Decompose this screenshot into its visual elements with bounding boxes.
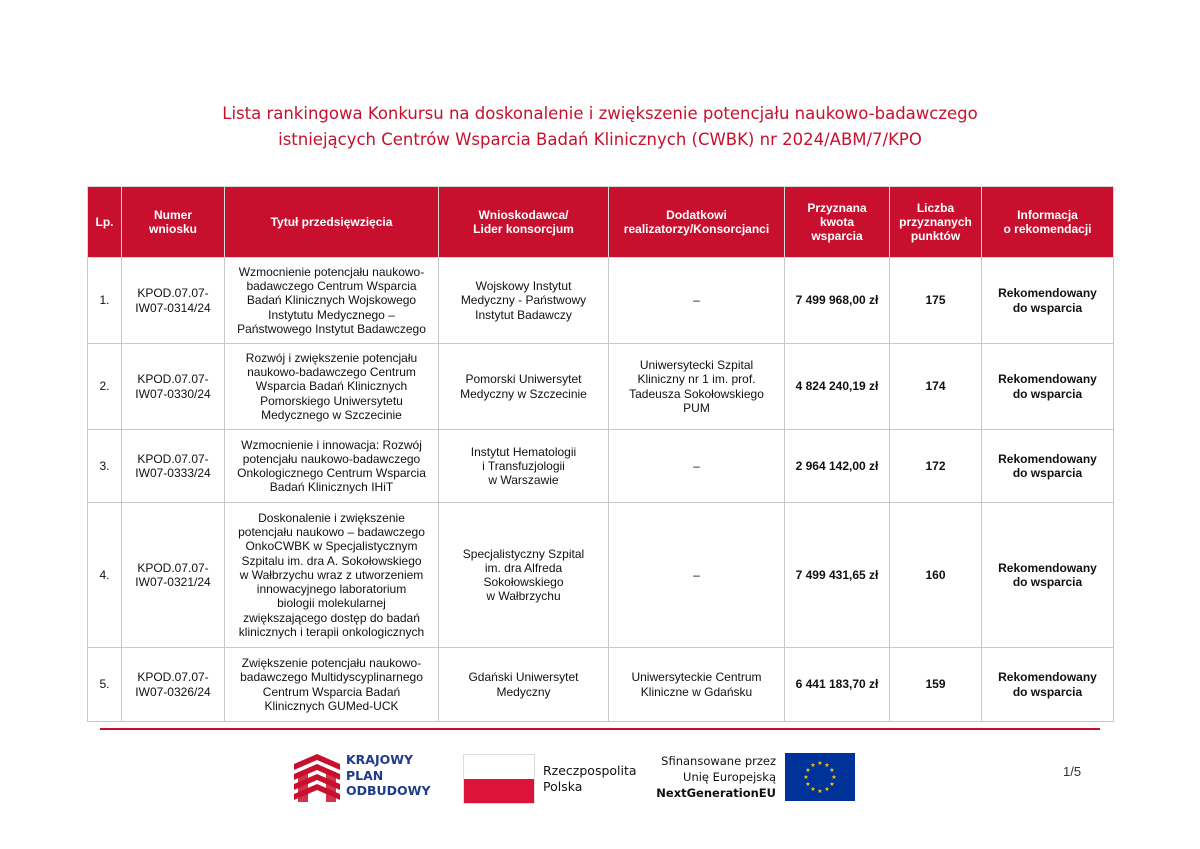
svg-text:★: ★ — [810, 786, 816, 793]
table-header-row — [88, 187, 1114, 258]
eu-line-2: Unię Europejską — [683, 770, 776, 784]
document-title — [0, 101, 1200, 153]
cell-tytul: Rozwój i zwiększenie potencjału naukowo-badawczego Centrum Wsparcia Badań Klinicznych Pomorskiego Uniwersytetu Medycznego w Szczecinie — [225, 344, 439, 430]
cell-informacja: Rekomendowany do wsparcia — [982, 503, 1114, 648]
svg-text:★: ★ — [831, 774, 837, 781]
cell-lp: 5. — [88, 648, 122, 722]
cell-dodatkowi: – — [609, 258, 785, 344]
svg-text:★: ★ — [829, 781, 835, 788]
svg-text:★: ★ — [829, 767, 835, 774]
eu-line-1: Sfinansowane przez — [661, 754, 776, 768]
cell-lp: 3. — [88, 430, 122, 503]
cell-wnioskodawca: Wojskowy Instytut Medyczny - Państwowy Instytut Badawczy — [439, 258, 609, 344]
cell-punkty: 159 — [890, 648, 982, 722]
table-row — [88, 503, 1114, 648]
header-wnioskodawca: Wnioskodawca/ Lider konsorcjum — [439, 187, 609, 258]
cell-tytul: Doskonalenie i zwiększenie potencjału naukowo – badawczego OnkoCWBK w Specjalistycznym Szpitalu im. dra A. Sokołowskiego w Wałbrzychu wraz z utworzeniem innowacyjnego laboratorium biologii molekularnej zwiększającego dostęp do badań klinicznych i terapii onkologicznych — [225, 503, 439, 648]
cell-punkty: 172 — [890, 430, 982, 503]
cell-wnioskodawca: Gdański Uniwersytet Medyczny — [439, 648, 609, 722]
rp-logo-text — [543, 763, 637, 795]
ranking-table — [87, 186, 1114, 722]
svg-text:★: ★ — [824, 786, 830, 793]
svg-text:★: ★ — [803, 774, 809, 781]
cell-punkty: 160 — [890, 503, 982, 648]
cell-numer: KPOD.07.07- IW07-0314/24 — [122, 258, 225, 344]
kpo-logo-text — [346, 752, 431, 799]
cell-kwota: 6 441 183,70 zł — [785, 648, 890, 722]
cell-tytul: Zwiększenie potencjału naukowo- badawczego Multidyscyplinarnego Centrum Wsparcia Badań Klinicznych GUMed-UCK — [225, 648, 439, 722]
cell-numer: KPOD.07.07- IW07-0326/24 — [122, 648, 225, 722]
cell-kwota: 4 824 240,19 zł — [785, 344, 890, 430]
cell-lp: 4. — [88, 503, 122, 648]
kpo-line-3: ODBUDOWY — [346, 783, 431, 798]
eu-flag-icon — [785, 753, 855, 801]
kpo-emblem-icon — [294, 752, 340, 804]
cell-dodatkowi: – — [609, 430, 785, 503]
cell-numer: KPOD.07.07- IW07-0321/24 — [122, 503, 225, 648]
cell-kwota: 2 964 142,00 zł — [785, 430, 890, 503]
svg-text:★: ★ — [805, 767, 811, 774]
cell-numer: KPOD.07.07- IW07-0330/24 — [122, 344, 225, 430]
header-tytul: Tytuł przedsięwzięcia — [225, 187, 439, 258]
eu-line-3: NextGenerationEU — [656, 786, 776, 800]
kpo-logo — [294, 752, 444, 804]
cell-lp: 2. — [88, 344, 122, 430]
cell-tytul: Wzmocnienie i innowacja: Rozwój potencjału naukowo-badawczego Onkologicznego Centrum Wsparcia Badań Klinicznych IHiT — [225, 430, 439, 503]
cell-punkty: 175 — [890, 258, 982, 344]
cell-kwota: 7 499 968,00 zł — [785, 258, 890, 344]
table-row — [88, 430, 1114, 503]
cell-tytul: Wzmocnienie potencjału naukowo- badawczego Centrum Wsparcia Badań Klinicznych Wojskowego Instytutu Medycznego – Państwowego Instytut Badawczego — [225, 258, 439, 344]
cell-informacja: Rekomendowany do wsparcia — [982, 258, 1114, 344]
eu-funding-text — [640, 753, 776, 801]
svg-text:★: ★ — [817, 788, 823, 795]
cell-informacja: Rekomendowany do wsparcia — [982, 648, 1114, 722]
table-row — [88, 344, 1114, 430]
table-row — [88, 648, 1114, 722]
footer-divider — [100, 728, 1100, 730]
cell-dodatkowi: Uniwersytecki Szpital Kliniczny nr 1 im. prof. Tadeusza Sokołowskiego PUM — [609, 344, 785, 430]
header-dodatkowi: Dodatkowi realizatorzy/Konsorcjanci — [609, 187, 785, 258]
header-lp: Lp. — [88, 187, 122, 258]
header-punkty: Liczba przyznanych punktów — [890, 187, 982, 258]
rp-line-1: Rzeczpospolita — [543, 763, 637, 778]
svg-text:★: ★ — [810, 762, 816, 769]
polish-flag-icon — [463, 754, 535, 804]
cell-dodatkowi: – — [609, 503, 785, 648]
cell-numer: KPOD.07.07- IW07-0333/24 — [122, 430, 225, 503]
svg-text:★: ★ — [824, 762, 830, 769]
table-row — [88, 258, 1114, 344]
page-number: 1/5 — [1063, 764, 1082, 779]
kpo-line-2: PLAN — [346, 767, 384, 783]
cell-wnioskodawca: Instytut Hematologii i Transfuzjologii w Warszawie — [439, 430, 609, 503]
header-kwota: Przyznana kwota wsparcia — [785, 187, 890, 258]
kpo-line-1: KRAJOWY — [346, 752, 414, 767]
cell-wnioskodawca: Pomorski Uniwersytet Medyczny w Szczecinie — [439, 344, 609, 430]
cell-informacja: Rekomendowany do wsparcia — [982, 430, 1114, 503]
cell-wnioskodawca: Specjalistyczny Szpital im. dra Alfreda Sokołowskiego w Wałbrzychu — [439, 503, 609, 648]
cell-informacja: Rekomendowany do wsparcia — [982, 344, 1114, 430]
rp-line-2: Polska — [543, 779, 583, 794]
cell-kwota: 7 499 431,65 zł — [785, 503, 890, 648]
svg-text:★: ★ — [805, 781, 811, 788]
header-informacja: Informacja o rekomendacji — [982, 187, 1114, 258]
cell-lp: 1. — [88, 258, 122, 344]
eu-stars-icon — [785, 753, 855, 801]
svg-text:★: ★ — [817, 760, 823, 767]
cell-punkty: 174 — [890, 344, 982, 430]
cell-dodatkowi: Uniwersyteckie Centrum Kliniczne w Gdańsku — [609, 648, 785, 722]
header-numer: Numer wniosku — [122, 187, 225, 258]
title-line-1: Lista rankingowa Konkursu na doskonalenie i zwiększenie potencjału naukowo-badawczego — [222, 104, 978, 123]
title-line-2: istniejących Centrów Wsparcia Badań Klinicznych (CWBK) nr 2024/ABM/7/KPO — [278, 130, 922, 149]
